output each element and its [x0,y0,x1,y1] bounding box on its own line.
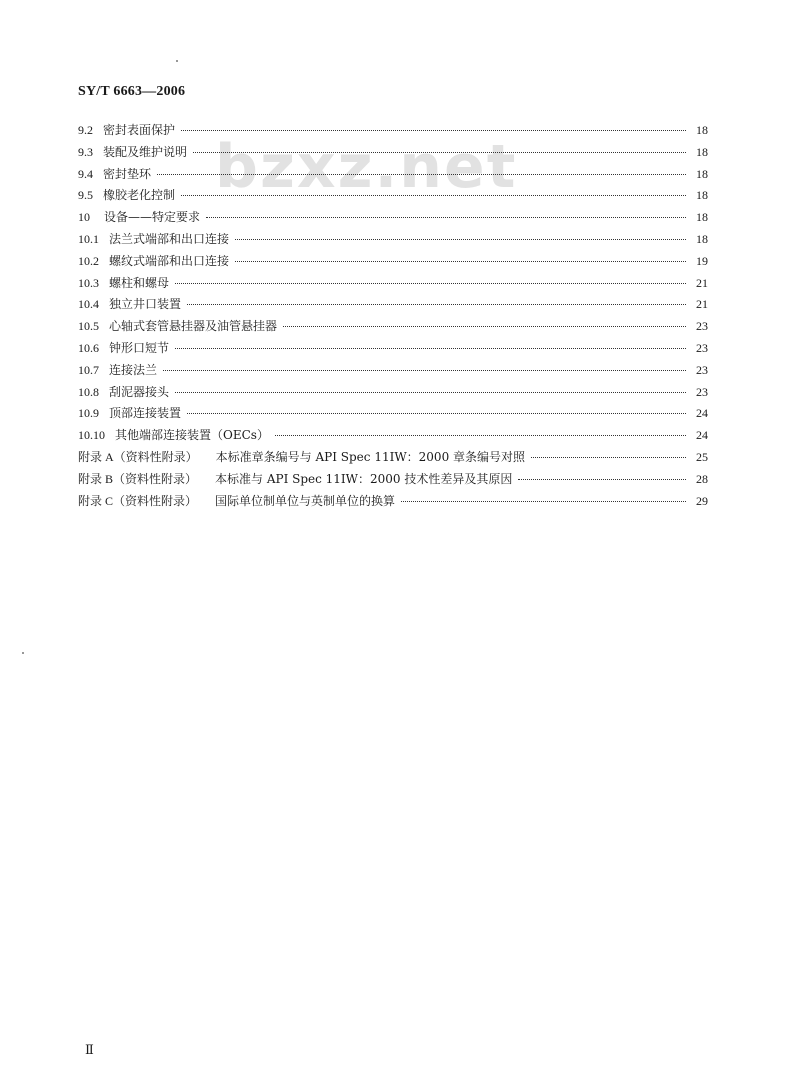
standard-code-header: SY/T 6663—2006 [78,84,186,99]
toc-entry [78,142,708,164]
toc-entry [78,316,708,338]
dot-leader [235,239,686,240]
toc-entry-number: 9.4 [78,166,93,181]
toc-entry-page: 18 [696,166,708,181]
toc-entry-title: 螺纹式端部和出口连接 [109,253,230,268]
toc-entry-title: 连接法兰 [109,362,158,377]
toc-entry-title: 装配及维护说明 [103,144,188,159]
dot-leader [181,130,686,131]
toc-entry-title: 法兰式端部和出口连接 [109,231,230,246]
toc-entry-title: 顶部连接装置 [109,406,182,421]
toc-entry-page: 23 [696,340,708,355]
toc-entry [78,382,708,404]
toc-entry [78,491,708,513]
toc-entry-number: 10.4 [78,297,99,312]
table-of-contents [78,120,708,512]
toc-entry-title: 其他端部连接装置（OECs） [115,428,269,443]
toc-entry [78,229,708,251]
toc-entry [78,164,708,186]
dot-leader [163,370,686,371]
toc-entry [78,251,708,273]
toc-entry-title: 国际单位制单位与英制单位的换算 [215,493,396,508]
toc-entry-page: 21 [696,275,708,290]
toc-entry [78,185,708,207]
toc-entry-title: 独立井口装置 [109,297,182,312]
toc-entry-title: 密封垫环 [103,166,152,181]
toc-entry-number: 9.2 [78,123,93,137]
toc-entry-title: 橡胶老化控制 [103,188,176,203]
toc-entry-number: 10.10 [78,428,105,443]
toc-entry-number: 10.9 [78,406,99,421]
toc-entry-number: 10.2 [78,253,99,268]
toc-entry [78,425,708,447]
toc-entry-title: 本标准与 API Spec 11IW：2000 技术性差异及其原因 [215,471,513,486]
dot-leader [401,501,686,502]
toc-entry-number: 10.8 [78,384,99,399]
toc-entry-page: 23 [696,362,708,377]
toc-entry-number: 10.3 [78,275,99,290]
toc-entry-page: 23 [696,319,708,334]
dot-leader [283,326,686,327]
toc-entry-title: 刮泥器接头 [109,384,170,399]
toc-entry-page: 18 [696,123,708,137]
dot-leader [187,413,686,414]
dot-leader [175,283,686,284]
toc-entry-title: 设备——特定要求 [104,210,201,225]
toc-entry-number: 附录 C（资料性附录） [78,493,198,508]
toc-entry-title: 心轴式套管悬挂器及油管悬挂器 [109,319,278,334]
dot-leader [187,304,686,305]
toc-entry-page: 21 [696,297,708,312]
dot-leader [157,174,686,175]
scan-speck [22,652,24,654]
toc-entry [78,469,708,491]
toc-entry-page: 18 [696,210,708,225]
toc-entry [78,338,708,360]
toc-entry-number: 9.5 [78,188,93,203]
dot-leader [275,435,686,436]
dot-leader [181,195,686,196]
page-number: Ⅱ [85,1042,94,1057]
toc-entry-number: 10.1 [78,231,99,246]
dot-leader [175,392,686,393]
toc-entry-number: 10.6 [78,340,99,355]
toc-entry [78,360,708,382]
toc-entry [78,403,708,425]
dot-leader [175,348,686,349]
dot-leader [206,217,686,218]
dot-leader [518,479,686,480]
watermark: bzxz.net [215,132,518,202]
toc-entry-page: 19 [696,253,708,268]
toc-entry-number: 附录 A（资料性附录） [78,449,198,464]
toc-entry-title: 本标准章条编号与 API Spec 11IW：2000 章条编号对照 [215,449,526,464]
toc-entry-page: 24 [696,406,708,421]
toc-entry [78,273,708,295]
toc-entry-title: 钟形口短节 [109,340,170,355]
toc-entry-page: 18 [696,188,708,203]
toc-entry-number: 10 [78,210,90,225]
toc-entry-page: 18 [696,144,708,159]
toc-entry [78,120,708,142]
toc-entry-number: 10.7 [78,362,99,377]
toc-entry-page: 24 [696,428,708,443]
toc-entry-page: 23 [696,384,708,399]
dot-leader [235,261,686,262]
toc-entry [78,207,708,229]
toc-entry-number: 9.3 [78,144,93,159]
scan-speck [176,60,178,62]
dot-leader [193,152,686,153]
toc-entry-title: 密封表面保护 [103,123,176,137]
toc-entry [78,294,708,316]
toc-entry-page: 18 [696,231,708,246]
dot-leader [531,457,686,458]
toc-entry-number: 附录 B（资料性附录） [78,471,198,486]
toc-entry [78,447,708,469]
toc-entry-page: 25 [696,449,708,464]
toc-entry-number: 10.5 [78,319,99,334]
toc-entry-page: 29 [696,493,708,508]
toc-entry-page: 28 [696,471,708,486]
toc-entry-title: 螺柱和螺母 [109,275,170,290]
